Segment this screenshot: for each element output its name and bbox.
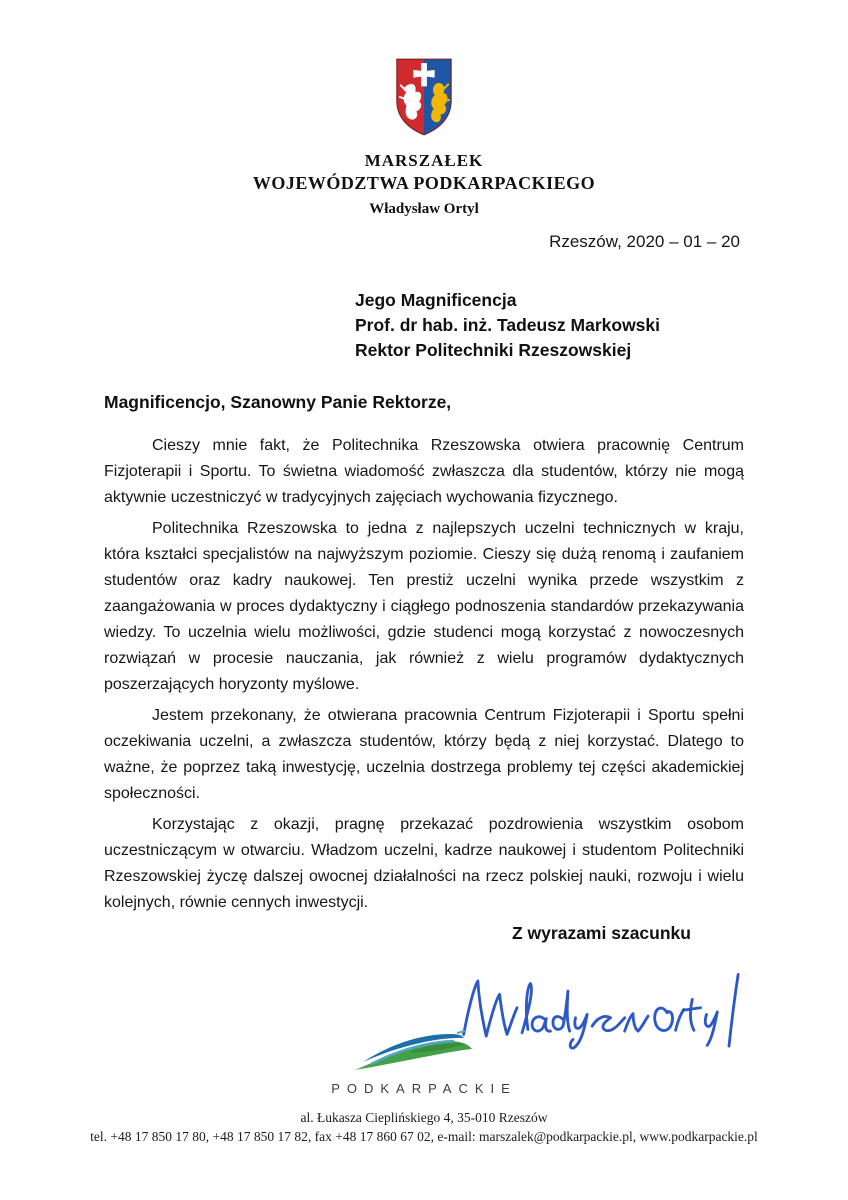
paragraph-4: Korzystając z okazji, pragnę przekazać pozdrowienia wszystkim osobom uczestniczącym w otwarciu. Władzom uczelni, kadrze naukowej i studentom Politechniki Rzeszowskiej życzę dalszej owocnej działalności na rzecz polskiej nauki, rozwoju i wielu kolejnych, równie cennych inwestycji. bbox=[104, 816, 744, 911]
office-title-line2: WOJEWÓDZTWA PODKARPACKIEGO bbox=[252, 173, 596, 193]
paragraph-2: Politechnika Rzeszowska to jedna z najlepszych uczelni technicznych w kraju, która kształci specjalistów na najwyższym poziomie. Cieszy się dużą renomą i zaufaniem studentów oraz kadry naukowej. Ten prestiż uczelni wynika przede wszystkim z zaangażowania w proces dydaktyczny i ciągłego podnoszenia standardów przekazywania wiedzy. To uczelnia wielu możliwości, gdzie studenci mogą korzystać z nowoczesnych rozwiązań w procesie nauczania, jak również z wielu programów dydaktycznych poszerzających horyzonty myślowe. bbox=[104, 520, 744, 693]
footer-contact-block bbox=[0, 1108, 848, 1146]
recipient-title: Rektor Politechniki Rzeszowskiej bbox=[355, 340, 632, 360]
footer-address-line: al. Łukasza Cieplińskiego 4, 35-010 Rzeszów bbox=[300, 1110, 548, 1125]
podkarpackie-coat-of-arms-icon bbox=[393, 56, 455, 138]
footer bbox=[0, 1030, 848, 1146]
recipient-honorific: Jego Magnificencja bbox=[355, 290, 517, 310]
podkarpackie-brand-logo-icon bbox=[348, 1030, 500, 1074]
dateline: Rzeszów, 2020 – 01 – 20 bbox=[549, 232, 740, 251]
brand-wordmark: PODKARPACKIE bbox=[331, 1081, 517, 1096]
office-title-line1: MARSZAŁEK bbox=[364, 151, 484, 170]
paragraph-3: Jestem przekonany, że otwierana pracownia Centrum Fizjoterapii i Sportu spełni oczekiwania uczelni, a zwłaszcza studentów, którzy będą z niej korzystać. Dlatego to ważne, że poprzez taką inwestycję, uczelnia dostrzega problemy tej części akademickiej społeczności. bbox=[104, 707, 744, 802]
salutation: Magnificencjo, Szanowny Panie Rektorze, bbox=[104, 392, 452, 412]
paragraph-1: Cieszy mnie fakt, że Politechnika Rzeszowska otwiera pracownię Centrum Fizjoterapii i Sportu. To świetna wiadomość zwłaszcza dla studentów, którzy nie mogą aktywnie uczestniczyć w tradycyjnych zajęciach wychowania fizycznego. bbox=[104, 437, 744, 506]
letterhead bbox=[0, 0, 848, 218]
recipient-block bbox=[355, 288, 848, 363]
recipient-name: Prof. dr hab. inż. Tadeusz Markowski bbox=[355, 315, 661, 335]
letter-body bbox=[104, 433, 744, 916]
closing-phrase: Z wyrazami szacunku bbox=[512, 923, 691, 943]
official-name: Władysław Ortyl bbox=[369, 201, 479, 217]
footer-contact-line: tel. +48 17 850 17 80, +48 17 850 17 82, fax +48 17 860 67 02, e-mail: marszalek@podkarpackie.pl, www.podkarpackie.pl bbox=[90, 1129, 758, 1144]
